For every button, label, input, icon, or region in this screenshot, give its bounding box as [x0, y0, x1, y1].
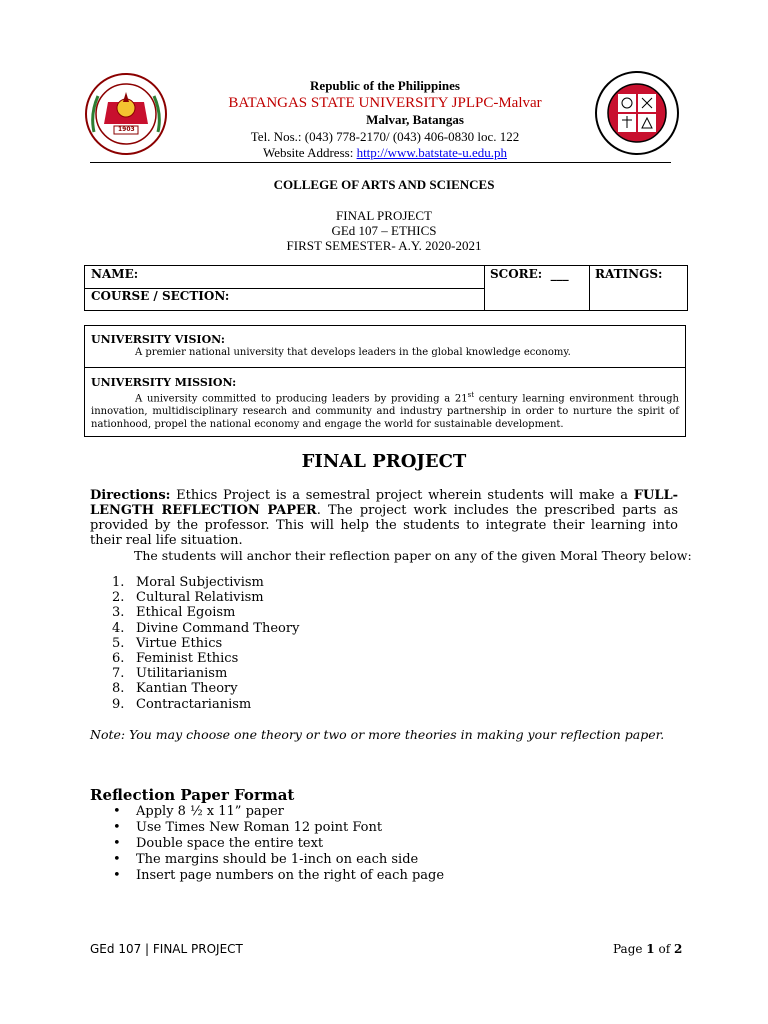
mission-text [91, 389, 679, 431]
student-info-table [84, 265, 688, 311]
mission-text-part1: A university committed to producing leaders by providing a 21 [135, 393, 468, 405]
university-seal-icon [84, 72, 168, 156]
theory-item [112, 575, 299, 590]
theory-number: 4. [112, 620, 125, 636]
format-heading: Reflection Paper Format [90, 786, 295, 804]
directions-text-2: . The project work includes the prescribed parts as provided by the professor. This will help the students to integrate their learning into their real life situation. [90, 503, 678, 548]
mission-sup: st [467, 391, 475, 399]
website-line [190, 145, 580, 161]
directions-label: Directions: [90, 488, 171, 503]
format-item [113, 836, 444, 852]
theory-label: Virtue Ethics [136, 635, 223, 651]
directions-paragraph [90, 488, 678, 548]
format-item-label: Apply 8 ½ x 11” paper [136, 804, 284, 819]
bullet-icon: • [113, 852, 121, 867]
theory-item [112, 636, 299, 651]
theory-number: 7. [112, 666, 125, 682]
theory-number: 9. [112, 696, 125, 712]
university-name: BATANGAS STATE UNIVERSITY JPLPC-Malvar [228, 95, 542, 111]
theory-item [112, 697, 299, 712]
letterhead [190, 78, 580, 161]
mission-text-part2: century learning environment through innovation, multidisciplinary research and community and industry partnership in order to nurture the spirit of nationhood, propel the national economy and engage the world for sustainable development. [91, 393, 679, 431]
theory-item [112, 651, 299, 666]
batangas-state-university-logo [84, 72, 168, 156]
ratings-field[interactable]: RATINGS: [595, 267, 663, 281]
theory-item [112, 621, 299, 636]
theory-label: Moral Subjectivism [136, 575, 264, 590]
format-item-label: Use Times New Roman 12 point Font [136, 820, 383, 835]
format-item [113, 852, 444, 868]
mission-label: UNIVERSITY MISSION: [91, 376, 237, 389]
header-divider [90, 162, 671, 163]
theory-label: Ethical Egoism [136, 605, 236, 621]
bullet-icon: • [113, 836, 121, 851]
vision-mission-divider [85, 367, 685, 368]
final-project-heading: FINAL PROJECT [301, 451, 467, 472]
vision-label: UNIVERSITY VISION: [91, 333, 225, 346]
format-item [113, 820, 444, 836]
course-code: GEd 107 – ETHICS [331, 223, 437, 238]
telephone-numbers: Tel. Nos.: (043) 778-2170/ (043) 406-0830 loc. 122 [250, 129, 520, 144]
format-item [113, 804, 444, 820]
project-title: FINAL PROJECT [336, 208, 432, 223]
mission-section [91, 376, 679, 431]
format-item-label: The margins should be 1-inch on each side [136, 852, 419, 867]
note: Note: You may choose one theory or two or more theories in making your reflection paper. [90, 727, 665, 742]
theory-item [112, 666, 299, 681]
page-number [613, 942, 682, 956]
theory-item [112, 590, 299, 605]
semester: FIRST SEMESTER- A.Y. 2020-2021 [286, 238, 482, 253]
vision-mission-box [84, 325, 686, 437]
theory-label: Feminist Ethics [136, 651, 239, 667]
bullet-icon: • [113, 820, 121, 835]
college-name: COLLEGE OF ARTS AND SCIENCES [273, 177, 495, 192]
format-item-label: Insert page numbers on the right of each page [136, 868, 445, 883]
college-seal-icon [594, 70, 680, 156]
theory-label: Utilitarianism [136, 666, 228, 682]
theory-label: Contractarianism [136, 696, 252, 712]
theory-number: 1. [112, 575, 125, 590]
page-total: 2 [673, 942, 683, 956]
moral-theories-list [112, 575, 299, 712]
format-list [113, 804, 444, 884]
score-field[interactable]: SCORE: ___ [484, 266, 590, 310]
theory-number: 3. [112, 605, 125, 621]
footer-left: GEd 107 | FINAL PROJECT [90, 942, 243, 956]
format-item [113, 868, 444, 884]
theory-number: 8. [112, 681, 125, 697]
theory-item [112, 605, 299, 620]
vision-text: A premier national university that develops leaders in the global knowledge economy. [135, 347, 571, 358]
course-section-field[interactable]: COURSE / SECTION: [85, 288, 485, 310]
college-of-arts-and-sciences-logo [594, 70, 680, 156]
theory-number: 2. [112, 590, 125, 606]
republic-line: Republic of the Philippines [310, 78, 460, 93]
anchor-instruction: The students will anchor their reflection paper on any of the given Moral Theory below: [134, 548, 692, 563]
website-label: Website Address: [263, 145, 357, 160]
theory-number: 6. [112, 651, 125, 667]
theory-number: 5. [112, 635, 125, 651]
page-current: 1 [646, 942, 655, 956]
campus-location: Malvar, Batangas [366, 112, 464, 127]
website-link[interactable]: http://www.batstate-u.edu.ph [356, 145, 507, 160]
seal-year: 1903 [118, 126, 135, 133]
theory-label: Kantian Theory [136, 681, 238, 697]
theory-item [112, 681, 299, 696]
page-of: of [654, 942, 674, 956]
directions-text-1: Ethics Project is a semestral project wherein students will make a [170, 488, 634, 503]
theory-label: Cultural Relativism [136, 590, 264, 606]
theory-label: Divine Command Theory [136, 620, 300, 636]
name-field[interactable]: NAME: [85, 266, 485, 289]
directions-emphasis: FULL-LENGTH REFLECTION PAPER [90, 488, 678, 518]
page-label: Page [613, 942, 647, 956]
bullet-icon: • [113, 804, 121, 819]
bullet-icon: • [113, 868, 121, 883]
vision-section [91, 333, 679, 359]
format-item-label: Double space the entire text [136, 836, 324, 851]
